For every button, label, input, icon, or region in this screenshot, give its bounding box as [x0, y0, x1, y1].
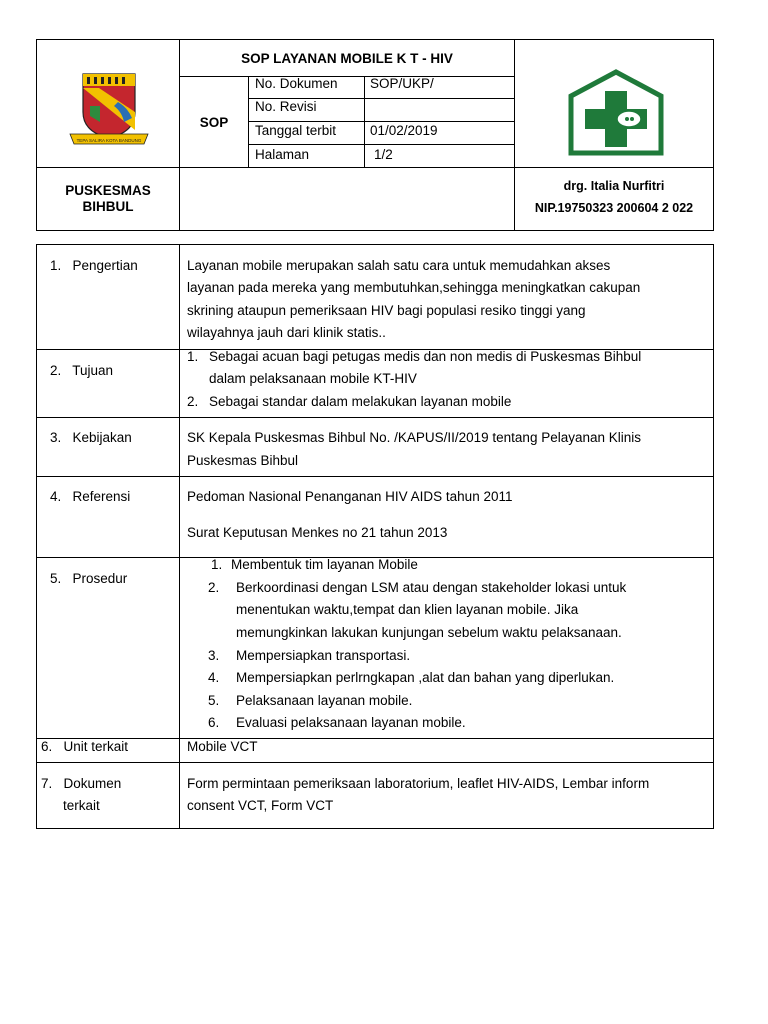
- content-divider: [179, 244, 180, 829]
- kebijakan-line: SK Kepala Puskesmas Bihbul No. /KAPUS/II/2019 tentang Pelayanan Klinis: [187, 430, 642, 445]
- kebijakan-line: Puskesmas Bihbul: [187, 453, 299, 468]
- section-label-prosedur: 5. Prosedur: [50, 571, 128, 586]
- section-label-dokumen-2: terkait: [63, 798, 100, 813]
- pengertian-line: Layanan mobile merupakan salah satu cara untuk memudahkan akses: [187, 258, 611, 273]
- signer-nip: NIP.19750323 200604 2 022: [534, 201, 694, 215]
- tujuan-line: Sebagai standar dalam melakukan layanan mobile: [209, 394, 512, 409]
- section-label-referensi: 4. Referensi: [50, 489, 131, 504]
- signer-name: drg. Italia Nurfitri: [563, 179, 665, 193]
- prosedur-line: Mempersiapkan perlrngkapan ,alat dan bahan yang diperlukan.: [236, 670, 615, 685]
- prosedur-line: Mempersiapkan transportasi.: [236, 648, 411, 663]
- puskesmas-line1: PUSKESMAS: [65, 183, 151, 198]
- section-label-kebijakan: 3. Kebijakan: [50, 430, 132, 445]
- section-label-pengertian: 1. Pengertian: [50, 258, 138, 273]
- row-divider: [36, 476, 714, 477]
- referensi-line: Pedoman Nasional Penanganan HIV AIDS tahun 2011: [187, 489, 513, 504]
- prosedur-num: 3.: [208, 648, 220, 663]
- prosedur-num: 6.: [208, 715, 220, 730]
- issue-date-label: Tanggal terbit: [255, 123, 337, 138]
- referensi-line: Surat Keputusan Menkes no 21 tahun 2013: [187, 525, 448, 540]
- doc-number-label: No. Dokumen: [255, 76, 338, 91]
- row-divider: [36, 417, 714, 418]
- section-label-unit-terkait: 6. Unit terkait: [41, 739, 129, 754]
- dokumen-line: Form permintaan pemeriksaan laboratorium, leaflet HIV-AIDS, Lembar inform: [187, 776, 650, 791]
- page-value: 1/2: [374, 147, 393, 162]
- emblem-motto: TEPA SALIRA KOTA BANDUNG: [76, 138, 142, 143]
- header-divider: [248, 121, 514, 122]
- sop-title: SOP LAYANAN MOBILE K T - HIV: [241, 50, 453, 66]
- regency-emblem: [66, 72, 152, 150]
- prosedur-line: Membentuk tim layanan Mobile: [231, 557, 418, 572]
- pengertian-line: layanan pada mereka yang membutuhkan,sehingga meningkatkan cakupan: [187, 280, 641, 295]
- prosedur-line: menentukan waktu,tempat dan klien layanan mobile. Jika: [236, 602, 579, 617]
- row-divider: [36, 738, 714, 739]
- dokumen-line: consent VCT, Form VCT: [187, 798, 334, 813]
- puskesmas-line2: BIHBUL: [82, 199, 134, 214]
- prosedur-num: 4.: [208, 670, 220, 685]
- prosedur-num: 5.: [208, 693, 220, 708]
- section-label-tujuan: 2. Tujuan: [50, 363, 114, 378]
- doc-number-value: SOP/UKP/: [370, 76, 434, 91]
- prosedur-line: Berkoordinasi dengan LSM atau dengan stakeholder lokasi untuk: [236, 580, 627, 595]
- tujuan-line: dalam pelaksanaan mobile KT-HIV: [209, 371, 417, 386]
- prosedur-num: 1.: [211, 557, 223, 572]
- prosedur-num: 2.: [208, 580, 220, 595]
- revision-label: No. Revisi: [255, 99, 317, 114]
- page-label: Halaman: [255, 147, 310, 162]
- prosedur-line: Pelaksanaan layanan mobile.: [236, 693, 413, 708]
- tujuan-num: 1.: [187, 349, 199, 364]
- pengertian-line: skrining ataupun pemeriksaan HIV bagi populasi resiko tinggi yang: [187, 303, 586, 318]
- issue-date-value: 01/02/2019: [370, 123, 438, 138]
- section-label-dokumen: 7. Dokumen: [41, 776, 122, 791]
- header-divider: [248, 144, 514, 145]
- prosedur-line: Evaluasi pelaksanaan layanan mobile.: [236, 715, 466, 730]
- pengertian-line: wilayahnya jauh dari klinik statis..: [187, 325, 386, 340]
- unit-terkait-value: Mobile VCT: [187, 739, 258, 754]
- sop-label: SOP: [199, 114, 229, 130]
- prosedur-line: memungkinkan lakukan kunjungan sebelum waktu pelaksanaan.: [236, 625, 622, 640]
- puskesmas-logo: [567, 69, 665, 157]
- tujuan-num: 2.: [187, 394, 199, 409]
- tujuan-line: Sebagai acuan bagi petugas medis dan non medis di Puskesmas Bihbul: [209, 349, 642, 364]
- puskesmas-name: [37, 168, 179, 230]
- row-divider: [36, 762, 714, 763]
